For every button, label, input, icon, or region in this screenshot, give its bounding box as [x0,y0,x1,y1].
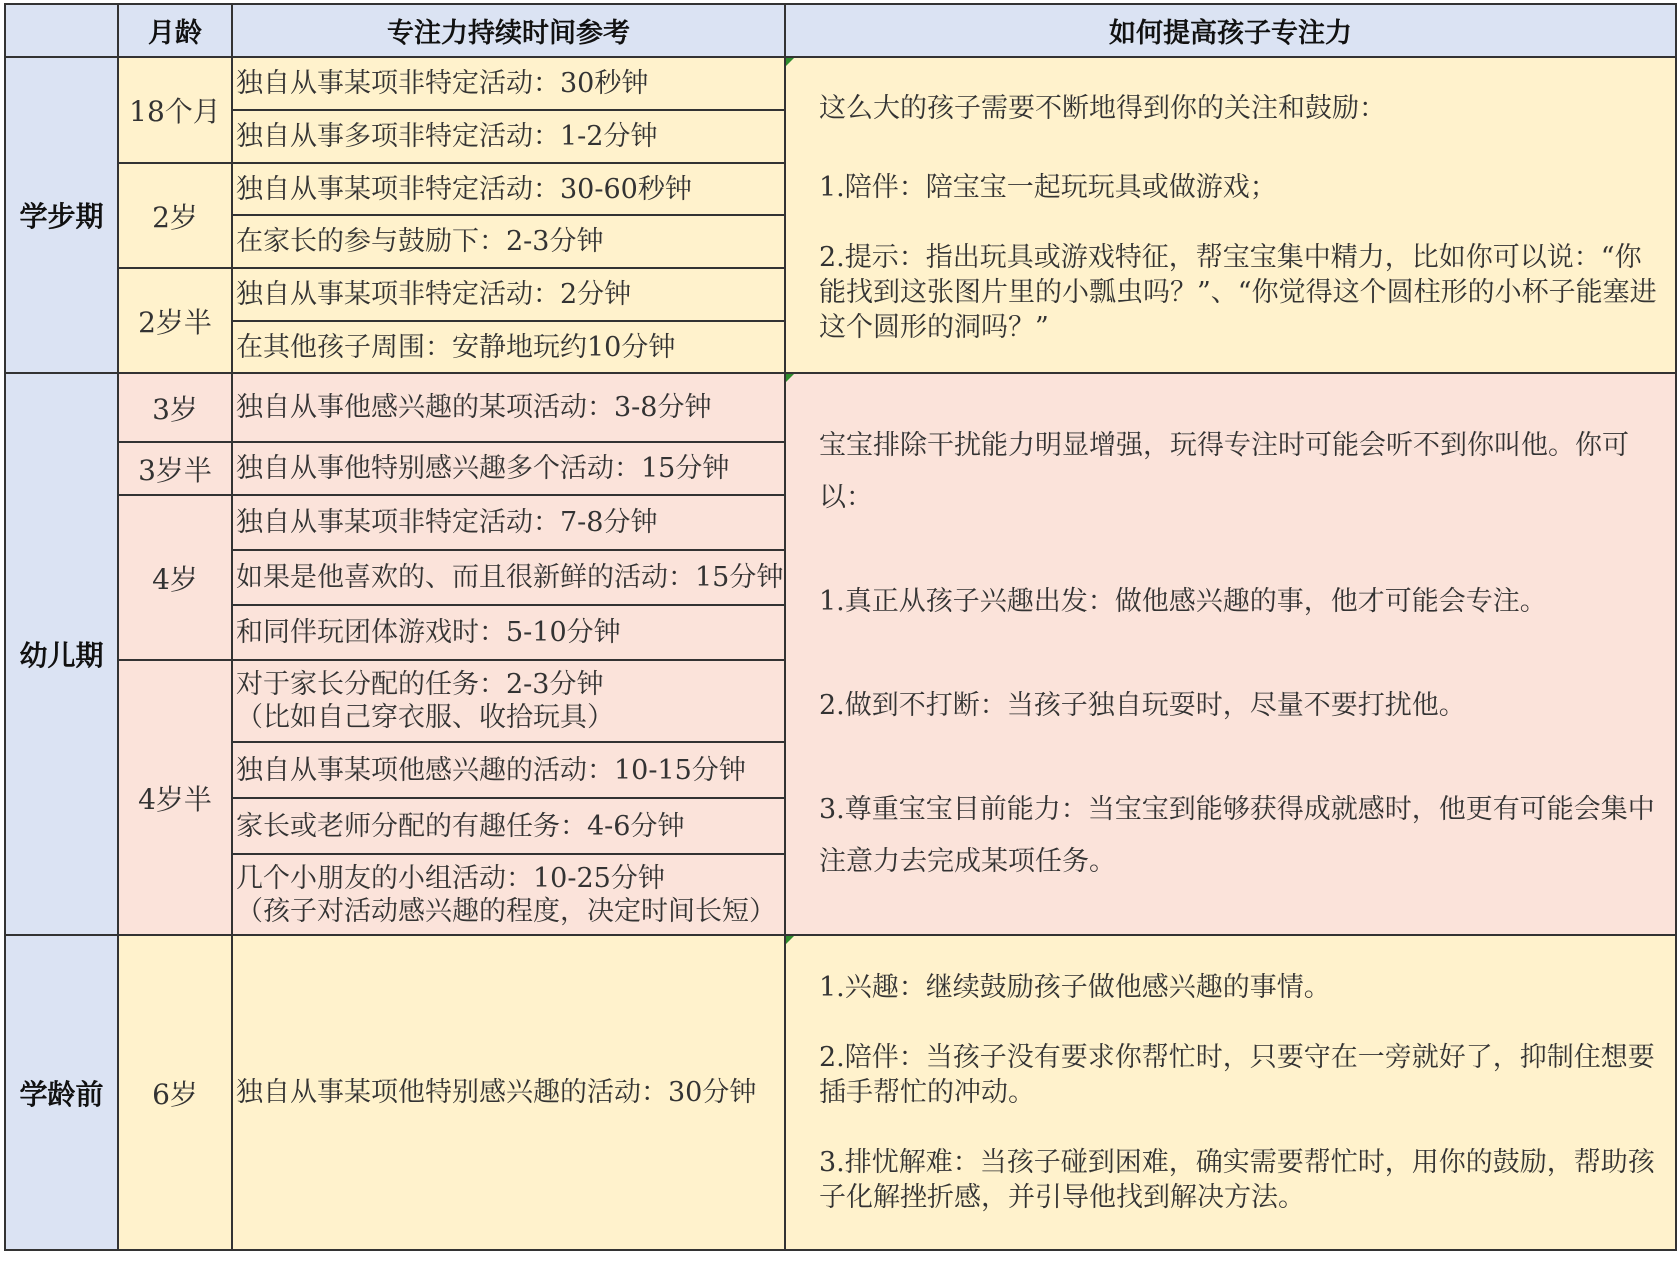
stage-label-preschool: 学龄前 [5,935,118,1250]
header-duration: 专注力持续时间参考 [232,4,785,57]
activity-cell: 在其他孩子周围：安静地玩约10分钟 [232,321,785,373]
header-age: 月龄 [118,4,232,57]
stage-label-toddler: 学步期 [5,57,118,373]
activity-cell: 和同伴玩团体游戏时：5-10分钟 [232,605,785,660]
tips-cell-early-childhood [785,373,1676,935]
tip-text: 3.尊重宝宝目前能力：当宝宝到能够获得成就感时，他更有可能会集中注意力去完成某项任务。 [819,794,1655,877]
age-cell: 4岁半 [118,660,232,935]
age-cell: 2岁 [118,163,232,268]
age-cell: 2岁半 [118,268,232,373]
activity-cell: 独自从事某项非特定活动：30秒钟 [232,57,785,110]
activity-cell: 对于家长分配的任务：2-3分钟 （比如自己穿衣服、收拾玩具） [232,660,785,742]
table-row [5,373,1676,442]
activity-cell: 独自从事他特别感兴趣多个活动：15分钟 [232,442,785,495]
activity-cell: 独自从事他感兴趣的某项活动：3-8分钟 [232,373,785,442]
table-row [5,57,1676,110]
tip-text: 1.兴趣：继续鼓励孩子做他感兴趣的事情。 [819,972,1331,1003]
attention-span-table [4,3,1677,1251]
stage-label-preschool-early: 幼儿期 [5,373,118,935]
tip-text: 这么大的孩子需要不断地得到你的关注和鼓励： [819,92,1386,124]
activity-cell: 独自从事某项他感兴趣的活动：10-15分钟 [232,742,785,798]
header-row [5,4,1676,57]
tips-cell-toddler [785,57,1676,373]
activity-cell: 独自从事某项非特定活动：7-8分钟 [232,495,785,550]
age-cell: 18个月 [118,57,232,163]
activity-cell: 独自从事多项非特定活动：1-2分钟 [232,110,785,163]
tip-text: 2.做到不打断：当孩子独自玩耍时，尽量不要打扰他。 [819,690,1466,721]
tip-text: 2.提示：指出玩具或游戏特征，帮宝宝集中精力，比如你可以说：“你能找到这张图片里的小瓢虫吗？”、“你觉得这个圆柱形的小杯子能塞进这个圆形的洞吗？” [819,241,1657,343]
tip-text: 1.陪伴：陪宝宝一起玩玩具或做游戏； [819,171,1277,203]
tip-text: 2.陪伴：当孩子没有要求你帮忙时，只要守在一旁就好了，抑制住想要插手帮忙的冲动。 [819,1042,1655,1108]
table-row [5,935,1676,1250]
age-cell: 3岁半 [118,442,232,495]
activity-cell: 在家长的参与鼓励下：2-3分钟 [232,215,785,268]
header-corner [5,4,118,57]
activity-cell: 独自从事某项他特别感兴趣的活动：30分钟 [232,935,785,1250]
tip-text: 3.排忧解难：当孩子碰到困难，确实需要帮忙时，用你的鼓励，帮助孩子化解挫折感，并引导他找到解决方法。 [819,1147,1655,1213]
age-cell: 4岁 [118,495,232,660]
activity-cell: 独自从事某项非特定活动：30-60秒钟 [232,163,785,215]
tip-text: 1.真正从孩子兴趣出发：做他感兴趣的事，他才可能会专注。 [819,586,1547,617]
activity-cell: 独自从事某项非特定活动：2分钟 [232,268,785,321]
header-tips: 如何提高孩子专注力 [785,4,1676,57]
activity-cell: 家长或老师分配的有趣任务：4-6分钟 [232,798,785,854]
age-cell: 3岁 [118,373,232,442]
activity-cell: 如果是他喜欢的、而且很新鲜的活动：15分钟 [232,550,785,605]
tip-text: 宝宝排除干扰能力明显增强，玩得专注时可能会听不到你叫他。你可以： [819,430,1629,513]
age-cell: 6岁 [118,935,232,1250]
activity-cell: 几个小朋友的小组活动：10-25分钟 （孩子对活动感兴趣的程度，决定时间长短） [232,854,785,935]
tips-cell-preschool [785,935,1676,1250]
